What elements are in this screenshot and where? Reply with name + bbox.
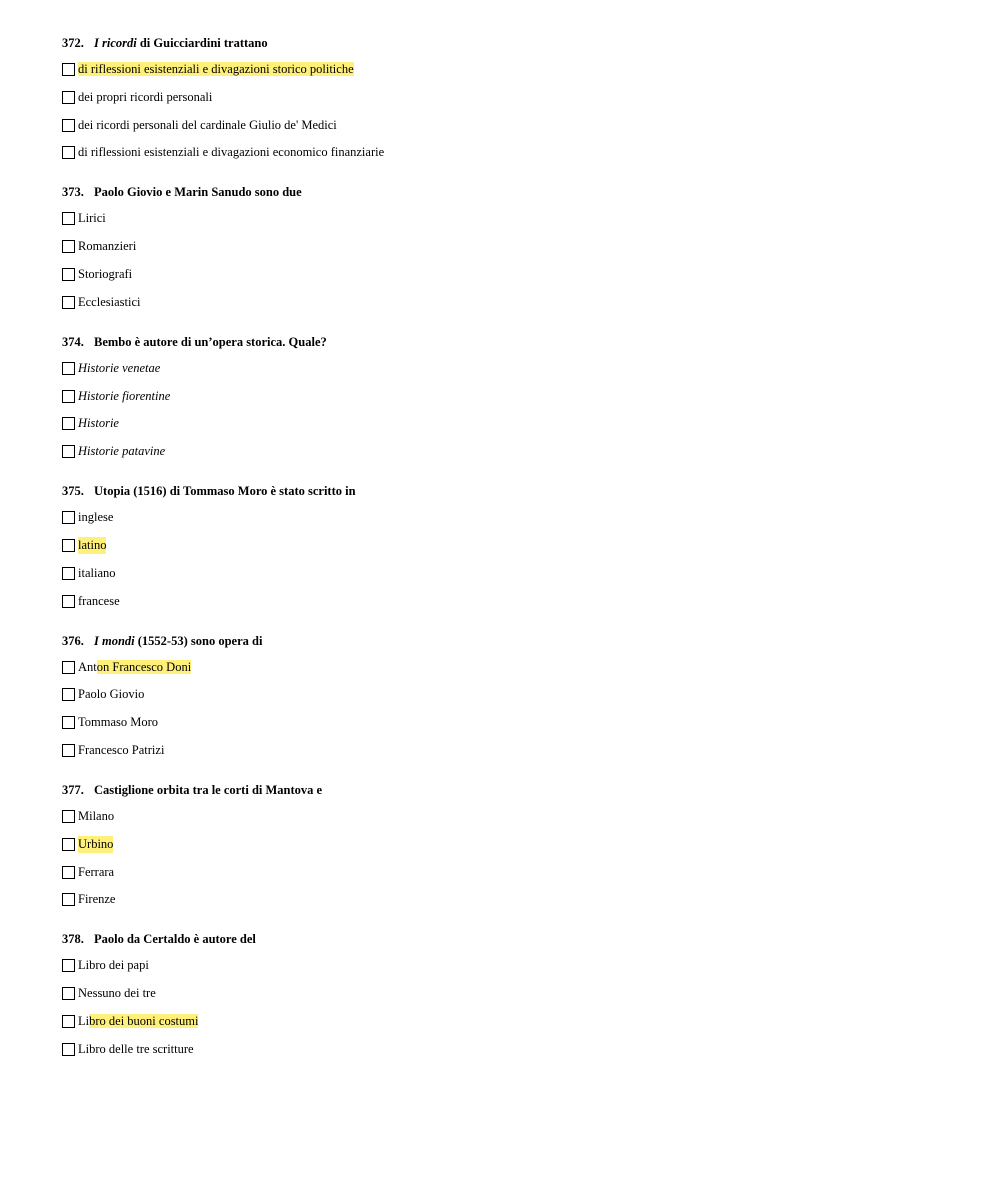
question-374: [62, 334, 962, 460]
answer-text-highlighted: bro dei buoni costumi: [89, 1013, 199, 1028]
question-spacer: [62, 311, 962, 334]
answer-text: Nessuno dei tre: [78, 986, 156, 1001]
question-number: 373.: [62, 185, 84, 200]
question-spacer: [62, 759, 962, 782]
answer-checkbox[interactable]: [62, 511, 75, 524]
answer-text: [78, 61, 354, 78]
question-title-text: Bembo è autore di un’opera storica. Quale?: [94, 334, 327, 349]
question-title-text: Paolo Giovio e Marin Sanudo sono due: [94, 185, 302, 200]
answer-text: Ecclesiastici: [78, 294, 141, 309]
question-378: [62, 931, 962, 1057]
question-title-text: Castiglione orbita tra le corti di Mantova e: [94, 782, 323, 797]
answer-checkbox[interactable]: [62, 893, 75, 906]
answer-text: Historie fiorentine: [78, 388, 171, 403]
answer-option[interactable]: [62, 714, 962, 731]
answer-text: [78, 144, 384, 161]
answer-text: italiano: [78, 565, 116, 580]
answer-checkbox[interactable]: [62, 212, 75, 225]
answer-checkbox[interactable]: [62, 866, 75, 879]
answer-checkbox[interactable]: [62, 688, 75, 701]
answer-text: francese: [78, 593, 120, 608]
answer-option[interactable]: [62, 294, 962, 311]
answer-checkbox[interactable]: [62, 445, 75, 458]
answer-option[interactable]: [62, 61, 962, 78]
answer-option[interactable]: [62, 742, 962, 759]
answer-option[interactable]: [62, 565, 962, 582]
answer-checkbox[interactable]: [62, 268, 75, 281]
question-title-italic: I ricordi: [94, 36, 137, 50]
answer-text: Francesco Patrizi: [78, 742, 165, 757]
answer-text-plain: Li: [78, 1013, 90, 1028]
answer-checkbox[interactable]: [62, 567, 75, 580]
answer-text: [78, 117, 337, 134]
answer-option[interactable]: [62, 686, 962, 703]
answer-option[interactable]: [62, 388, 962, 405]
answer-checkbox[interactable]: [62, 661, 75, 674]
answer-text-highlighted: Urbino: [78, 836, 114, 851]
answer-option[interactable]: [62, 891, 962, 908]
question-spacer: [62, 610, 962, 633]
answer-checkbox[interactable]: [62, 810, 75, 823]
question-377: [62, 782, 962, 908]
answer-text: Ferrara: [78, 864, 115, 879]
question-title-text: (1552-53) sono opera di: [134, 633, 263, 648]
question-title-text: Paolo da Certaldo è autore del: [94, 932, 256, 947]
question-title: [62, 35, 962, 52]
question-number: 377.: [62, 782, 84, 797]
answer-text: Firenze: [78, 892, 116, 907]
answer-text: Tommaso Moro: [78, 715, 159, 730]
answer-option[interactable]: [62, 266, 962, 283]
answer-text: Libro dei papi: [78, 958, 149, 973]
answer-option[interactable]: [62, 238, 962, 255]
answer-option[interactable]: [62, 593, 962, 610]
answer-checkbox[interactable]: [62, 362, 75, 375]
answer-checkbox[interactable]: [62, 838, 75, 851]
question-spacer: [62, 908, 962, 931]
question-372: [62, 35, 962, 161]
question-375: [62, 483, 962, 609]
answer-checkbox[interactable]: [62, 417, 75, 430]
answer-option[interactable]: [62, 443, 962, 460]
question-title: [62, 184, 962, 201]
answer-text: Lirici: [78, 211, 106, 226]
question-number: 376.: [62, 633, 84, 648]
answer-checkbox[interactable]: [62, 595, 75, 608]
answer-option[interactable]: [62, 985, 962, 1002]
question-number: 374.: [62, 334, 84, 349]
answer-checkbox[interactable]: [62, 390, 75, 403]
answer-option[interactable]: [62, 808, 962, 825]
answer-option[interactable]: [62, 957, 962, 974]
question-title-text: di Guicciardini trattano: [136, 36, 268, 50]
answer-text-plain: dei propri ricordi personali: [78, 89, 213, 104]
answer-checkbox[interactable]: [62, 539, 75, 552]
answer-text-plain: di riflessioni esistenziali e divagazioni economico finanziarie: [78, 145, 385, 160]
answer-option[interactable]: [62, 509, 962, 526]
answer-text: inglese: [78, 510, 114, 525]
answer-checkbox[interactable]: [62, 1015, 75, 1028]
question-title: [62, 483, 962, 500]
answer-checkbox[interactable]: [62, 987, 75, 1000]
answer-text-highlighted: latino: [78, 537, 107, 552]
quiz-page: [62, 35, 962, 1058]
answer-checkbox[interactable]: [62, 744, 75, 757]
answer-text: [78, 1013, 198, 1030]
answer-checkbox[interactable]: [62, 146, 75, 159]
question-title: [62, 931, 962, 948]
answer-option[interactable]: [62, 1013, 962, 1030]
question-spacer: [62, 460, 962, 483]
answer-text-highlighted: di riflessioni esistenziali e divagazioni storico politiche: [78, 62, 354, 76]
answer-checkbox[interactable]: [62, 296, 75, 309]
question-spacer: [62, 161, 962, 184]
answer-checkbox[interactable]: [62, 119, 75, 132]
question-number: 375.: [62, 484, 84, 499]
question-title: [62, 782, 962, 799]
question-title-italic: I mondi: [94, 633, 135, 648]
answer-option[interactable]: [62, 864, 962, 881]
answer-option[interactable]: [62, 360, 962, 377]
question-title-text: Utopia (1516) di Tommaso Moro è stato scritto in: [94, 484, 356, 499]
answer-option[interactable]: [62, 144, 962, 161]
answer-checkbox[interactable]: [62, 1043, 75, 1056]
answer-option[interactable]: [62, 1041, 962, 1058]
answer-option[interactable]: [62, 89, 962, 106]
answer-option[interactable]: [62, 210, 962, 227]
answer-checkbox[interactable]: [62, 91, 75, 104]
answer-text: Libro delle tre scritture: [78, 1041, 194, 1056]
question-373: [62, 184, 962, 310]
question-number: 372.: [62, 36, 84, 50]
answer-option[interactable]: [62, 836, 962, 853]
answer-text: Historie patavine: [78, 444, 166, 459]
answer-text: Historie venetae: [78, 360, 161, 375]
answer-text-plain: dei ricordi personali del cardinale Giulio de' Medici: [78, 117, 337, 132]
answer-checkbox[interactable]: [62, 240, 75, 253]
answer-text-highlighted: on Francesco Doni: [96, 659, 192, 674]
answer-text: Historie: [78, 416, 119, 431]
answer-text: Milano: [78, 808, 115, 823]
answer-checkbox[interactable]: [62, 716, 75, 729]
answer-option[interactable]: [62, 659, 962, 676]
question-number: 378.: [62, 932, 84, 947]
answer-text-plain: Ant: [78, 659, 97, 674]
question-title: [62, 633, 962, 650]
question-376: [62, 633, 962, 759]
question-title: [62, 334, 962, 351]
answer-checkbox[interactable]: [62, 63, 75, 76]
answer-checkbox[interactable]: [62, 959, 75, 972]
answer-text: [78, 89, 212, 106]
answer-text: Paolo Giovio: [78, 687, 145, 702]
answer-option[interactable]: [62, 415, 962, 432]
answer-option[interactable]: [62, 537, 962, 554]
answer-text: Storiografi: [78, 266, 133, 281]
answer-option[interactable]: [62, 117, 962, 134]
answer-text: Romanzieri: [78, 239, 137, 254]
answer-text: [78, 659, 191, 676]
